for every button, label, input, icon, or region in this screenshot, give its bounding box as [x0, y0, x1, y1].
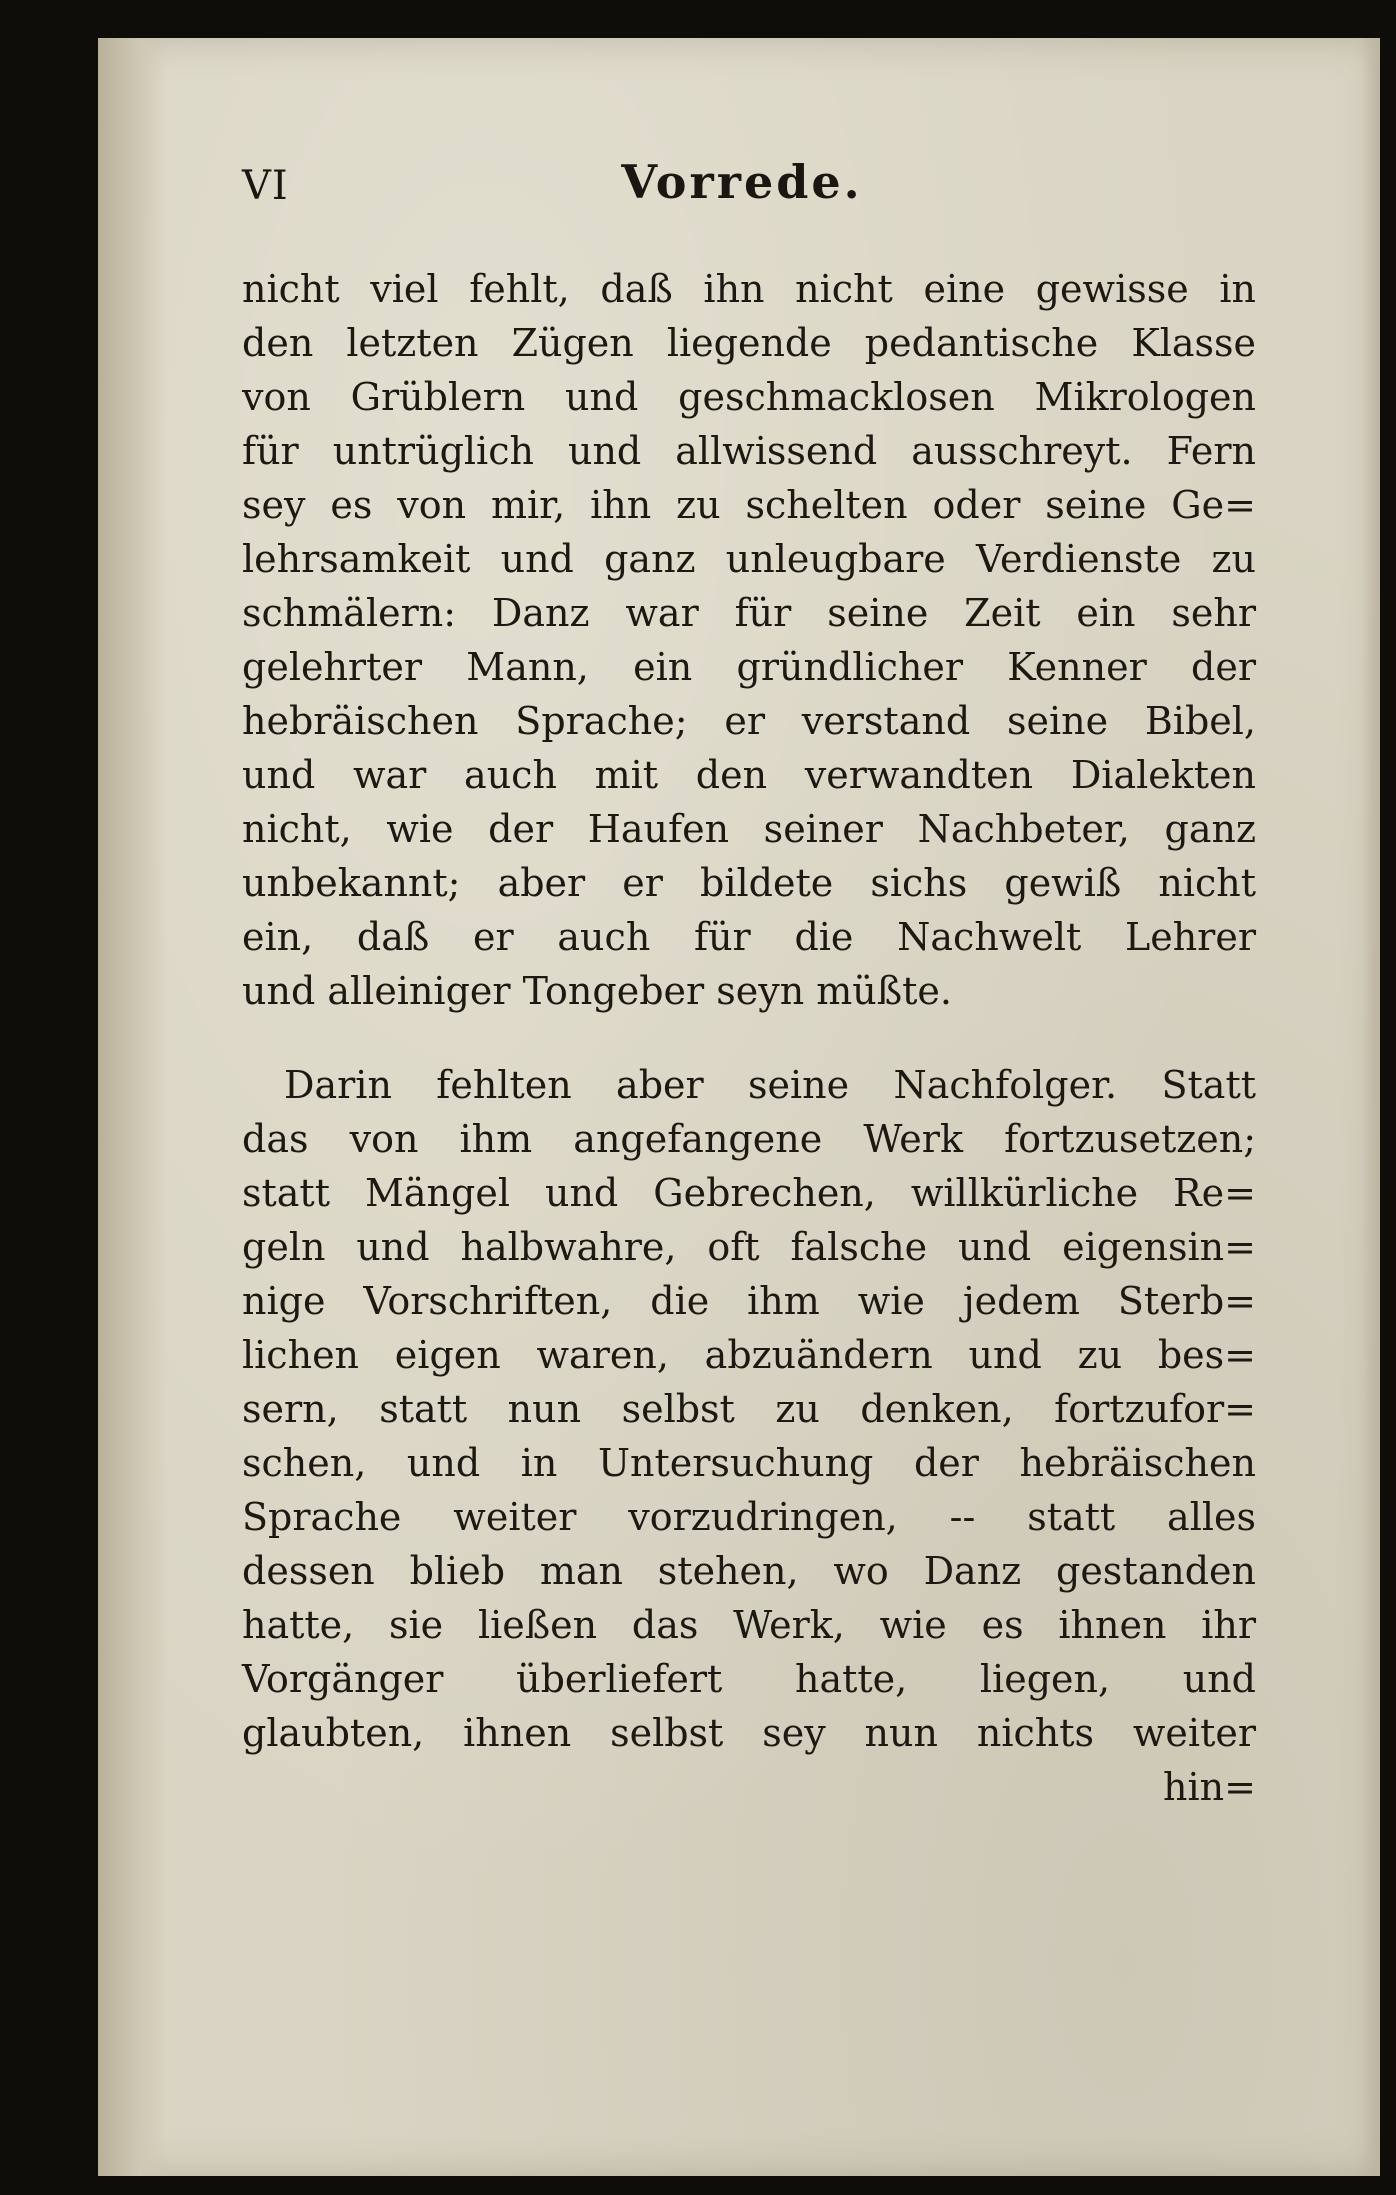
page-title: Vorrede.	[621, 155, 863, 209]
text-line: gelehrter Mann, ein gründlicher Kenner der	[242, 645, 1256, 689]
page-edge	[1362, 38, 1380, 2176]
text-line: sern, statt nun selbst zu denken, fortzufor=	[242, 1387, 1256, 1431]
text-line: Darin fehlten aber seine Nachfolger. Statt	[284, 1063, 1256, 1107]
text-line: hatte, sie ließen das Werk, wie es ihnen ihr	[242, 1603, 1256, 1647]
paragraph-1	[242, 262, 1256, 1018]
paragraph-2	[242, 1058, 1256, 1814]
text-line: von Grüblern und geschmacklosen Mikrologen	[242, 375, 1256, 419]
page-body	[242, 262, 1256, 1814]
text-line: lehrsamkeit und ganz unleugbare Verdienste zu	[242, 537, 1256, 581]
text-line: Sprache weiter vorzudringen, -- statt alles	[242, 1495, 1256, 1539]
catchword: hin=	[1163, 1765, 1256, 1809]
text-line: statt Mängel und Gebrechen, willkürliche Re=	[242, 1171, 1256, 1215]
text-line: glaubten, ihnen selbst sey nun nichts weiter	[242, 1711, 1256, 1755]
text-line: lichen eigen waren, abzuändern und zu bes=	[242, 1333, 1256, 1377]
text-line: geln und halbwahre, oft falsche und eigensin=	[242, 1225, 1256, 1269]
running-head	[242, 155, 1242, 215]
page-number: VI	[242, 163, 289, 209]
page-gutter	[98, 38, 168, 2176]
text-line: für untrüglich und allwissend ausschreyt. Fern	[242, 429, 1256, 473]
text-line: hebräischen Sprache; er verstand seine Bibel,	[242, 699, 1256, 743]
text-line: nige Vorschriften, die ihm wie jedem Sterb=	[242, 1279, 1256, 1323]
text-line: und alleiniger Tongeber seyn müßte.	[242, 969, 952, 1013]
text-line: sey es von mir, ihn zu schelten oder seine Ge=	[242, 483, 1256, 527]
text-line: Vorgänger überliefert hatte, liegen, und	[242, 1657, 1256, 1701]
text-line: dessen blieb man stehen, wo Danz gestanden	[242, 1549, 1256, 1593]
paragraph-gap	[242, 1018, 1256, 1058]
text-line: schen, und in Untersuchung der hebräischen	[242, 1441, 1256, 1485]
text-line: schmälern: Danz war für seine Zeit ein sehr	[242, 591, 1256, 635]
text-line: den letzten Zügen liegende pedantische Klasse	[242, 321, 1256, 365]
text-line: unbekannt; aber er bildete sichs gewiß nicht	[242, 861, 1256, 905]
text-line: nicht viel fehlt, daß ihn nicht eine gewisse in	[242, 267, 1256, 311]
text-line: ein, daß er auch für die Nachwelt Lehrer	[242, 915, 1256, 959]
text-line: das von ihm angefangene Werk fortzusetzen;	[242, 1117, 1256, 1161]
text-line: nicht, wie der Haufen seiner Nachbeter, ganz	[242, 807, 1256, 851]
text-line: und war auch mit den verwandten Dialekten	[242, 753, 1256, 797]
